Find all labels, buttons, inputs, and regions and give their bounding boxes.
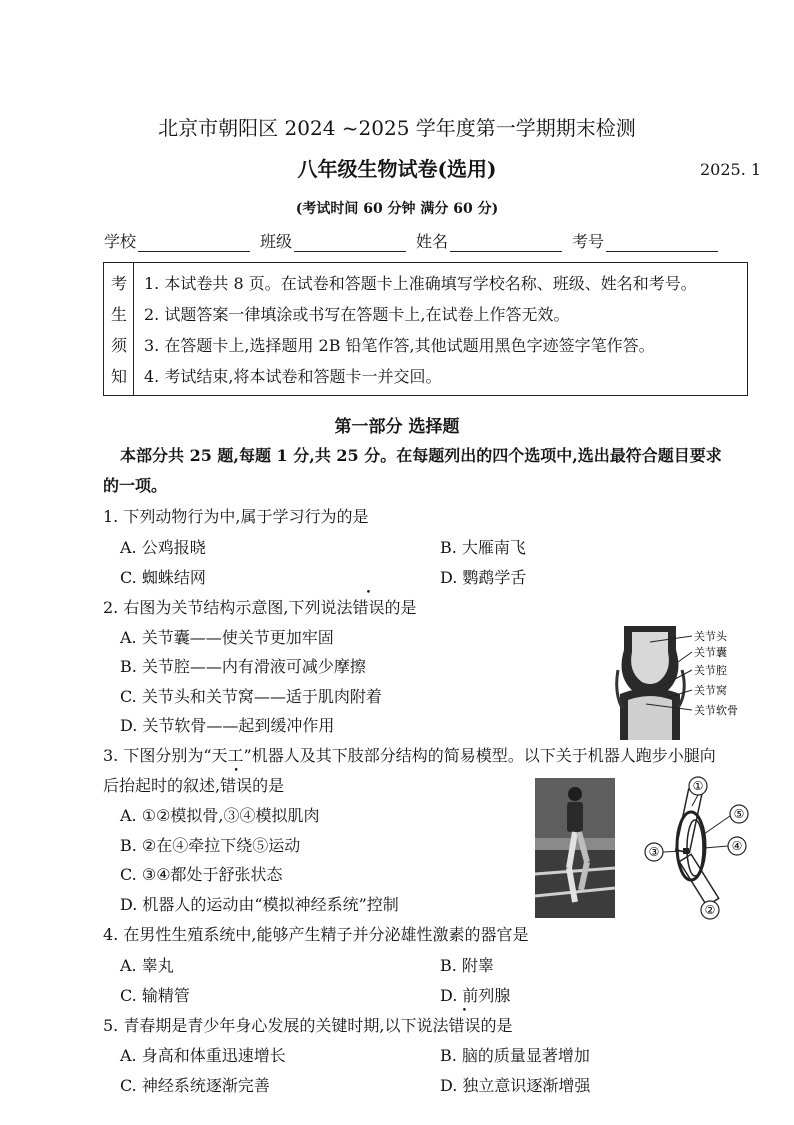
q4-option-d[interactable]: D. 前列腺 <box>440 986 511 1005</box>
q5-option-a[interactable]: A. 身高和体重迅速增长 <box>120 1046 286 1065</box>
label-4: ④ <box>731 839 743 853</box>
q1-option-d[interactable]: D. 鹦鹉学舌 <box>440 568 527 587</box>
emphasis-mark: 错误 <box>352 598 385 617</box>
question-2-stem: 2. 右图为关节结构示意图,下列说法错误的是 <box>103 598 417 617</box>
label-joint-cartilage: 关节软骨 <box>694 704 738 717</box>
q2-option-d[interactable]: D. 关节软骨——起到缓冲作用 <box>120 716 335 735</box>
question-1-stem: 1. 下列动物行为中,属于学习行为的是 <box>103 507 369 526</box>
instruction-item: 1. 本试卷共 8 页。在试卷和答题卡上准确填写学校名称、班级、姓名和考号。 <box>144 274 697 293</box>
q1-option-a[interactable]: A. 公鸡报晓 <box>120 538 206 557</box>
q1-option-c[interactable]: C. 蜘蛛结网 <box>120 568 206 587</box>
label-joint-cavity: 关节腔 <box>694 664 727 677</box>
label-joint-socket: 关节窝 <box>694 684 727 697</box>
q5-option-d[interactable]: D. 独立意识逐渐增强 <box>440 1076 591 1095</box>
label-3: ③ <box>648 845 660 859</box>
q5-option-c[interactable]: C. 神经系统逐渐完善 <box>120 1076 270 1095</box>
q1-option-b[interactable]: B. 大雁南飞 <box>440 538 526 557</box>
q5-option-b[interactable]: B. 脑的质量显著增加 <box>440 1046 590 1065</box>
instruction-item: 3. 在答题卡上,选择题用 2B 铅笔作答,其他试题用黑色字迹签字笔作答。 <box>144 336 655 355</box>
question-3-stem-cont: 后抬起时的叙述,错误的是 <box>103 776 285 795</box>
exam-date: 2025. 1 <box>700 160 762 179</box>
exam-number-field[interactable]: 考号 <box>572 228 718 252</box>
exam-subtitle: 八年级生物试卷(选用) <box>297 157 497 181</box>
class-blank[interactable] <box>294 234 406 252</box>
name-field[interactable]: 姓名 <box>416 228 562 252</box>
instructions-side-label: 考 生 须 知 <box>104 263 134 395</box>
exam-duration-note: (考试时间 60 分钟 满分 60 分) <box>295 201 499 217</box>
label-2: ② <box>704 903 716 917</box>
q3-option-c[interactable]: C. ③④都处于舒张状态 <box>120 865 283 884</box>
school-field[interactable]: 学校 <box>104 228 250 252</box>
q4-option-b[interactable]: B. 附睾 <box>440 956 494 975</box>
label-joint-capsule: 关节囊 <box>694 646 727 659</box>
section-intro: 本部分共 25 题,每题 1 分,共 25 分。在每题列出的四个选项中,选出最符合题目要求 <box>120 446 722 465</box>
question-5-stem: 5. 青春期是青少年身心发展的关键时期,以下说法错误的是 <box>103 1016 513 1035</box>
q2-option-c[interactable]: C. 关节头和关节窝——适于肌肉附着 <box>120 687 382 706</box>
name-blank[interactable] <box>450 234 562 252</box>
question-3-stem: 3. 下图分别为“天工”机器人及其下肢部分结构的简易模型。以下关于机器人跑步小腿向 <box>103 746 716 765</box>
instruction-item: 2. 试题答案一律填涂或书写在答题卡上,在试卷上作答无效。 <box>144 305 570 324</box>
q3-option-a[interactable]: A. ①②模拟骨,③④模拟肌肉 <box>120 806 320 825</box>
q4-option-a[interactable]: A. 睾丸 <box>120 956 174 975</box>
instruction-item: 4. 考试结束,将本试卷和答题卡一并交回。 <box>144 367 442 386</box>
q2-option-b[interactable]: B. 关节腔——内有滑液可减少摩擦 <box>120 657 366 676</box>
leg-model-diagram <box>636 776 756 921</box>
label-joint-head: 关节头 <box>694 630 727 643</box>
school-blank[interactable] <box>138 234 250 252</box>
emphasis-mark: 错误 <box>448 1016 481 1035</box>
label-1: ① <box>692 779 704 793</box>
section-title: 第一部分 选择题 <box>334 417 460 437</box>
class-field[interactable]: 班级 <box>260 228 406 252</box>
section-intro-cont: 的一项。 <box>103 476 168 495</box>
robot-photo <box>535 778 615 918</box>
label-5: ⑤ <box>733 807 745 821</box>
exam-number-blank[interactable] <box>606 234 718 252</box>
q3-option-d[interactable]: D. 机器人的运动由“模拟神经系统”控制 <box>120 895 399 914</box>
exam-title: 北京市朝阳区 2024 ~2025 学年度第一学期期末检测 <box>158 116 636 140</box>
q2-option-a[interactable]: A. 关节囊——使关节更加牢固 <box>120 628 334 647</box>
student-info-fields <box>104 228 746 252</box>
q4-option-c[interactable]: C. 输精管 <box>120 986 190 1005</box>
instructions-box <box>103 262 748 396</box>
emphasis-mark: 错误 <box>220 776 253 795</box>
question-4-stem: 4. 在男性生殖系统中,能够产生精子并分泌雄性激素的器官是 <box>103 925 529 944</box>
joint-diagram <box>606 622 756 742</box>
q3-option-b[interactable]: B. ②在④牵拉下绕⑤运动 <box>120 836 301 855</box>
